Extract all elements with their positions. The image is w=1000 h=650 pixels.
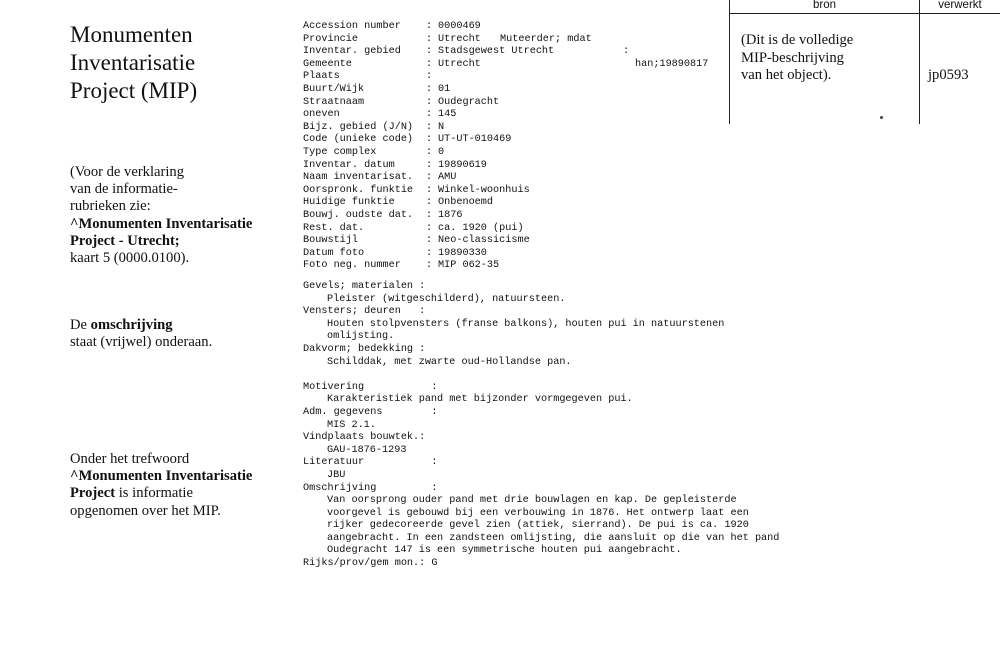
field-label: Provincie <box>303 33 359 45</box>
desc-value: Van oorsprong ouder pand met drie bouwlagen en kap. De gepleisterde <box>327 495 737 507</box>
side-note-description <box>70 317 295 351</box>
title-line-2: Inventarisatie <box>70 50 196 75</box>
field-value: 01 <box>438 83 451 95</box>
field-colon: : <box>426 71 433 83</box>
desc-label: Vensters; deuren : <box>303 306 426 318</box>
desc-label: Omschrijving : <box>303 482 438 494</box>
field-value: N <box>438 121 445 133</box>
field-colon: : <box>426 159 433 171</box>
field-colon: : <box>426 172 433 184</box>
record-description <box>303 281 823 571</box>
field-value: ca. 1920 (pui) <box>438 222 524 234</box>
bron-cell <box>741 32 916 85</box>
desc-value: rijker gedecoreerde gevel zien (attiek, sierrand). De pui is ca. 1920 <box>327 520 749 532</box>
side-note-line: Project is informatie <box>70 485 193 502</box>
field-colon: : <box>426 260 433 272</box>
bron-line: van het object). <box>741 67 832 83</box>
column-header-verwerkt: verwerkt <box>938 0 982 11</box>
field-label: Foto neg. nummer <box>303 260 401 272</box>
side-note-line: van de informatie- <box>70 181 178 198</box>
desc-value: GAU-1876-1293 <box>327 444 407 456</box>
table-divider <box>729 13 1000 14</box>
desc-label: Gevels; materialen : <box>303 281 426 292</box>
field-colon: : <box>426 121 433 133</box>
desc-label: Motivering : <box>303 381 438 393</box>
side-note-reference: ^Monumenten Inventarisatie <box>70 215 253 232</box>
side-note-line: rubrieken zie: <box>70 198 151 215</box>
field-colon: : <box>426 222 433 234</box>
field-colon: : <box>426 21 433 32</box>
field-value: UT-UT-010469 <box>438 134 512 146</box>
desc-value: Oudegracht 147 is een symmetrische houten pui aangebracht. <box>327 545 682 557</box>
field-colon: : <box>426 184 433 196</box>
title-line-1: Monumenten <box>70 22 193 47</box>
desc-value: Schilddak, met zwarte oud-Hollandse pan. <box>327 356 572 368</box>
side-note-line: kaart 5 (0000.0100). <box>70 250 190 267</box>
title-line-3: Project (MIP) <box>70 78 198 103</box>
desc-label: Literatuur : <box>303 457 438 469</box>
bron-line: MIP-beschrijving <box>741 49 844 66</box>
field-label: Code (unieke code) <box>303 134 414 146</box>
desc-spacer <box>303 369 823 382</box>
field-label: Rest. dat. <box>303 222 365 234</box>
field-value: Onbenoemd <box>438 197 494 209</box>
field-colon: : <box>426 46 433 58</box>
field-value: Stadsgewest Utrecht <box>438 46 555 58</box>
source-table <box>729 0 1000 124</box>
page-title <box>70 21 300 105</box>
field-label: Naam inventarisat. <box>303 172 414 184</box>
field-label: Bouwj. oudste dat. <box>303 209 414 221</box>
desc-value: omlijsting. <box>327 331 395 343</box>
desc-value: MIS 2.1. <box>327 419 376 431</box>
field-value: han;19890817 <box>635 58 709 70</box>
side-note-reference: Project - Utrecht; <box>70 232 180 249</box>
table-divider <box>919 0 920 124</box>
field-label: Bijz. gebied (J/N) <box>303 121 414 133</box>
field-label: Inventar. gebied <box>303 46 401 58</box>
desc-value: voorgevel is gebouwd bij een verbouwing in 1876. Het ontwerp laat een <box>327 507 749 519</box>
column-header-bron: bron <box>812 0 837 11</box>
field-value: MIP 062-35 <box>438 260 500 272</box>
side-note-line: opgenomen over het MIP. <box>70 502 221 519</box>
field-colon: : <box>426 209 433 221</box>
side-note-line: staat (vrijwel) onderaan. <box>70 334 213 351</box>
field-value: Oudegracht <box>438 96 500 108</box>
field-label: Accession number <box>303 21 401 32</box>
scan-speck <box>880 116 883 119</box>
bron-line: (Dit is de volledige <box>741 32 854 48</box>
desc-value: Houten stolpvensters (franse balkons), houten pui in natuurstenen <box>327 318 725 330</box>
field-value: Winkel-woonhuis <box>438 184 530 196</box>
field-colon: : <box>426 134 433 146</box>
field-value: Neo-classicisme <box>438 235 530 247</box>
field-label: Plaats <box>303 71 340 83</box>
field-label: Oorspronk. funktie <box>303 184 414 196</box>
side-note-reference: ^Monumenten Inventarisatie <box>70 468 253 485</box>
field-colon: : <box>426 146 433 158</box>
field-label: Inventar. datum <box>303 159 395 171</box>
side-note-line: (Voor de verklaring <box>70 164 185 180</box>
field-colon: : <box>426 109 433 121</box>
desc-label: Rijks/prov/gem mon.: G <box>303 558 438 570</box>
field-label: oneven <box>303 109 340 121</box>
field-value: Utrecht <box>438 58 481 70</box>
side-note-keyword <box>70 451 295 520</box>
field-label: Type complex <box>303 146 377 158</box>
field-label: Huidige funktie <box>303 197 395 209</box>
desc-value: aangebracht. In een zandsteen omlijsting, die aansluit op die van het pand <box>327 532 780 544</box>
field-colon: : <box>426 33 433 45</box>
verwerkt-cell: jp0593 <box>928 67 969 83</box>
field-value: AMU <box>438 172 457 184</box>
desc-label: Dakvorm; bedekking : <box>303 343 426 355</box>
field-value: 19890330 <box>438 247 487 259</box>
field-colon: : <box>623 46 630 58</box>
field-colon: : <box>426 235 433 247</box>
field-value: 0 <box>438 146 445 158</box>
table-divider <box>729 0 730 124</box>
field-label: Gemeente <box>303 58 352 70</box>
field-label: Straatnaam <box>303 96 365 108</box>
desc-label: Vindplaats bouwtek.: <box>303 432 426 444</box>
side-note-explanation <box>70 164 295 267</box>
field-label: Muteerder; mdat <box>500 33 592 45</box>
desc-value: Karakteristiek pand met bijzonder vormgegeven pui. <box>327 394 633 406</box>
side-note-line: De omschrijving <box>70 317 173 333</box>
field-colon: : <box>426 247 433 259</box>
field-label: Datum foto <box>303 247 365 259</box>
field-value: 145 <box>438 109 457 121</box>
side-note-line: Onder het trefwoord <box>70 451 190 467</box>
field-colon: : <box>426 197 433 209</box>
field-colon: : <box>426 96 433 108</box>
desc-value: Pleister (witgeschilderd), natuursteen. <box>327 293 566 305</box>
field-label: Buurt/Wijk <box>303 83 365 95</box>
desc-value: JBU <box>327 469 346 481</box>
field-value: 0000469 <box>438 21 481 32</box>
field-value: Utrecht <box>438 33 481 45</box>
field-value: 19890619 <box>438 159 487 171</box>
field-colon: : <box>426 83 433 95</box>
field-value: 1876 <box>438 209 463 221</box>
field-label: Bouwstijl <box>303 235 359 247</box>
desc-label: Adm. gegevens : <box>303 406 438 418</box>
field-colon: : <box>426 58 433 70</box>
